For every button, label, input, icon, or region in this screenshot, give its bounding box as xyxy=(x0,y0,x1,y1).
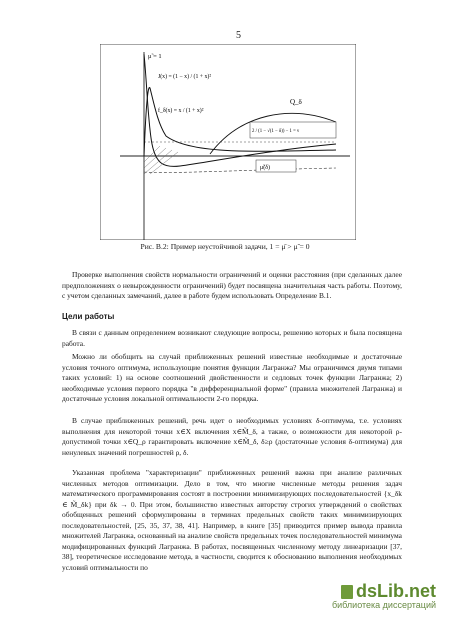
figure-caption: Рис. В.2: Пример неустойчивой задачи, 1 = μ̄ > μ̃ = 0 xyxy=(140,242,310,251)
figure xyxy=(100,44,356,240)
paragraph-5: Указанная проблема "характеризации" приближенных решений важна при анализе различных численных методов оптимизации. Дело в том, что многие численные методы решения задач математического программирования состоят в построении минимизирующих последовательностей {x_δk ∈ M̃_δk} при δk → 0. При этом, большинство известных авторству строгих утверждений о свойствах обобщенных решений сформулированы в терминах предельных свойств таких минимизирующих последовательностей, [25, 35, 37, 38, 41]. Например, в книге [35] приводится пример вывода правила множителей Лагранжа, основанный на анализе свойств предельных точек последовательностей минимума модифицированных функций Лагранжа. В работах, посвященных численному методу линеаризации [37, 38], теоретическое исследование метода, в частности, сводится к обоснованию выполнения необходимых условий оптимальности по xyxy=(62,468,402,572)
paragraph-2: В связи с данным определением возникают следующие вопросы, решению которых и была посвящена работа. xyxy=(62,328,402,348)
paragraph-4: В случае приближенных решений, речь идет о необходимых условиях δ-оптимума, т.е. условиях выполнения для некоторой точки x∈X включения x∈M̃_δ, а также, о возможности для некоторой ρ-допустимой точки x∈Q_ρ гарантировать включение x∈M̃_δ, δ≥ρ (достаточные условия δ-оптимума) для ненулевых значений погрешностей ρ, δ. xyxy=(62,416,402,457)
label-frac: 2 / (1 − √(1 − δ)) − 1 = ν xyxy=(252,129,300,134)
section-heading: Цели работы xyxy=(62,312,115,321)
label-J: J(x) = (1 − x) / (1 + x)² xyxy=(158,74,212,80)
figure-graph xyxy=(100,44,356,240)
label-fd: f_δ(x) = x / (1 + x)² xyxy=(158,108,204,114)
page-number: 5 xyxy=(236,30,241,41)
watermark-site: dsLib.net xyxy=(332,581,436,602)
label-mu: μ̃ = 1 xyxy=(148,53,162,60)
watermark xyxy=(332,581,436,610)
label-Q: Q_δ xyxy=(290,98,302,106)
hatched-region xyxy=(144,146,178,174)
curve-lower xyxy=(144,168,336,173)
paragraph-1: Проверке выполнения свойств нормальности ограничений и оценки расстояния (при сделанных далее предположениях о невырожденности ограничений) будет посвящена значительная часть работы. Поэтому, с учетом сделанных замечаний, далее в работе будем использовать Определение В.1. xyxy=(62,270,402,301)
label-mu-delta: μ̃(δ) xyxy=(260,165,271,171)
paragraph-3: Можно ли обобщить на случай приближенных решений известные необходимые и достаточные условия точного оптимума, использующие понятия функции Лагранжа? Мы ограничимся двумя типами таких условий: 1) на основе соотношений двойственности и седловых точек функции Лагранжа; 2) необходимые условия первого порядка "в дифференциальной форме" (правила множителей Лагранжа) и достаточные условия локальной оптимальности 2-го порядка. xyxy=(62,352,402,404)
watermark-subtitle: библиотека диссертаций xyxy=(331,600,436,610)
book-icon xyxy=(341,585,353,599)
